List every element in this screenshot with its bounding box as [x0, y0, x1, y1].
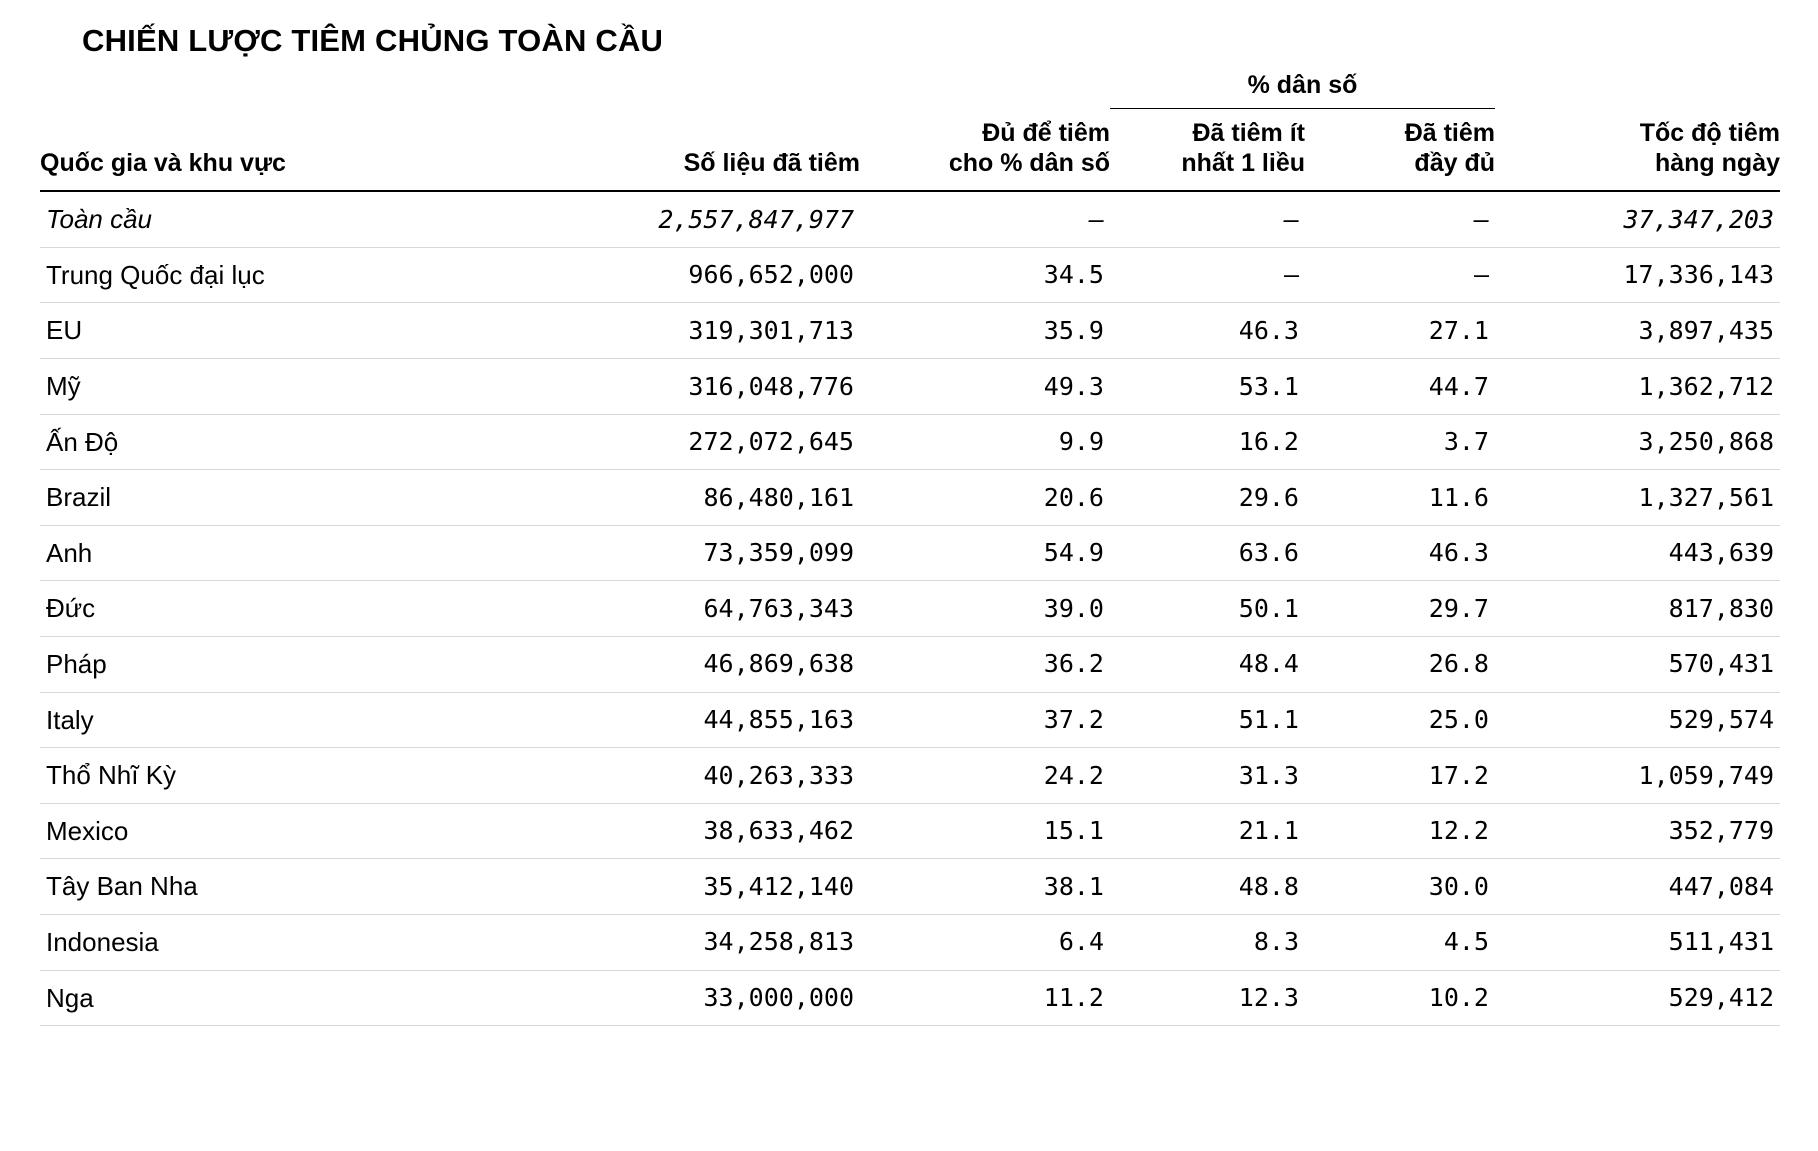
- cell-at-least-one-dose: –: [1110, 247, 1305, 303]
- cell-enough-for-pct: 11.2: [860, 970, 1110, 1026]
- cell-enough-for-pct: 20.6: [860, 470, 1110, 526]
- cell-fully-vaccinated: –: [1305, 191, 1495, 247]
- cell-at-least-one-dose: 29.6: [1110, 470, 1305, 526]
- cell-doses: 35,412,140: [540, 859, 860, 915]
- cell-enough-for-pct: 39.0: [860, 581, 1110, 637]
- cell-doses: 966,652,000: [540, 247, 860, 303]
- table-row: [40, 525, 1780, 581]
- cell-doses: 319,301,713: [540, 303, 860, 359]
- column-header-daily-rate: [1495, 109, 1780, 191]
- cell-fully-vaccinated: 3.7: [1305, 414, 1495, 470]
- cell-at-least-one-dose: 53.1: [1110, 358, 1305, 414]
- cell-at-least-one-dose: 50.1: [1110, 581, 1305, 637]
- cell-enough-for-pct: 24.2: [860, 748, 1110, 804]
- cell-daily-rate: 447,084: [1495, 859, 1780, 915]
- cell-doses: 40,263,333: [540, 748, 860, 804]
- cell-country: Mỹ: [40, 358, 540, 414]
- column-header-fully-vaccinated-line1: Đã tiêm: [1404, 119, 1495, 148]
- cell-country: Ấn Độ: [40, 414, 540, 470]
- cell-enough-for-pct: 6.4: [860, 914, 1110, 970]
- cell-fully-vaccinated: 10.2: [1305, 970, 1495, 1026]
- column-header-daily-rate-line1: Tốc độ tiêm: [1639, 119, 1780, 148]
- cell-daily-rate: 570,431: [1495, 636, 1780, 692]
- cell-at-least-one-dose: 48.8: [1110, 859, 1305, 915]
- cell-daily-rate: 352,779: [1495, 803, 1780, 859]
- cell-doses: 34,258,813: [540, 914, 860, 970]
- cell-doses: 44,855,163: [540, 692, 860, 748]
- cell-country: Nga: [40, 970, 540, 1026]
- table-row: [40, 581, 1780, 637]
- cell-doses: 272,072,645: [540, 414, 860, 470]
- cell-country: Italy: [40, 692, 540, 748]
- cell-at-least-one-dose: 46.3: [1110, 303, 1305, 359]
- cell-country: Thổ Nhĩ Kỳ: [40, 748, 540, 804]
- table-column-header-row: [40, 109, 1780, 191]
- column-header-one-dose-line2: nhất 1 liều: [1181, 148, 1305, 177]
- table-row: [40, 414, 1780, 470]
- cell-daily-rate: 1,362,712: [1495, 358, 1780, 414]
- cell-fully-vaccinated: 4.5: [1305, 914, 1495, 970]
- table-row: [40, 636, 1780, 692]
- cell-fully-vaccinated: –: [1305, 247, 1495, 303]
- cell-daily-rate: 529,412: [1495, 970, 1780, 1026]
- cell-at-least-one-dose: 12.3: [1110, 970, 1305, 1026]
- column-header-daily-rate-line2: hàng ngày: [1654, 148, 1780, 177]
- cell-at-least-one-dose: 21.1: [1110, 803, 1305, 859]
- group-header-population-label: % dân số: [1110, 71, 1495, 109]
- cell-doses: 73,359,099: [540, 525, 860, 581]
- cell-enough-for-pct: –: [860, 191, 1110, 247]
- cell-country: Mexico: [40, 803, 540, 859]
- group-spacer-country: [40, 63, 540, 109]
- cell-doses: 38,633,462: [540, 803, 860, 859]
- cell-country: Indonesia: [40, 914, 540, 970]
- cell-enough-for-pct: 35.9: [860, 303, 1110, 359]
- cell-fully-vaccinated: 25.0: [1305, 692, 1495, 748]
- cell-enough-for-pct: 15.1: [860, 803, 1110, 859]
- group-header-population: [1110, 63, 1495, 109]
- table-row: [40, 470, 1780, 526]
- table-header: [40, 63, 1780, 191]
- cell-enough-for-pct: 38.1: [860, 859, 1110, 915]
- cell-doses: 86,480,161: [540, 470, 860, 526]
- cell-country: Anh: [40, 525, 540, 581]
- page-title: CHIẾN LƯỢC TIÊM CHỦNG TOÀN CẦU: [82, 23, 664, 58]
- table-row: [40, 191, 1780, 247]
- column-header-enough-line1: Đủ để tiêm: [982, 119, 1110, 148]
- cell-country: EU: [40, 303, 540, 359]
- cell-at-least-one-dose: –: [1110, 191, 1305, 247]
- cell-at-least-one-dose: 31.3: [1110, 748, 1305, 804]
- cell-daily-rate: 511,431: [1495, 914, 1780, 970]
- cell-daily-rate: 1,059,749: [1495, 748, 1780, 804]
- table-body: [40, 191, 1780, 1025]
- cell-at-least-one-dose: 63.6: [1110, 525, 1305, 581]
- table-row: [40, 303, 1780, 359]
- table-row: [40, 247, 1780, 303]
- cell-fully-vaccinated: 27.1: [1305, 303, 1495, 359]
- cell-fully-vaccinated: 26.8: [1305, 636, 1495, 692]
- group-spacer-doses: [540, 63, 860, 109]
- cell-doses: 2,557,847,977: [540, 191, 860, 247]
- table-row: [40, 859, 1780, 915]
- cell-at-least-one-dose: 48.4: [1110, 636, 1305, 692]
- cell-enough-for-pct: 37.2: [860, 692, 1110, 748]
- table-row: [40, 748, 1780, 804]
- cell-enough-for-pct: 49.3: [860, 358, 1110, 414]
- cell-at-least-one-dose: 16.2: [1110, 414, 1305, 470]
- column-header-enough: [860, 109, 1110, 191]
- cell-daily-rate: 3,250,868: [1495, 414, 1780, 470]
- cell-daily-rate: 443,639: [1495, 525, 1780, 581]
- cell-daily-rate: 17,336,143: [1495, 247, 1780, 303]
- group-spacer-rate: [1495, 63, 1780, 109]
- column-header-country: Quốc gia và khu vực: [40, 109, 540, 191]
- cell-enough-for-pct: 54.9: [860, 525, 1110, 581]
- cell-fully-vaccinated: 11.6: [1305, 470, 1495, 526]
- group-spacer-enough: [860, 63, 1110, 109]
- cell-country: Pháp: [40, 636, 540, 692]
- cell-doses: 33,000,000: [540, 970, 860, 1026]
- column-header-doses: Số liệu đã tiêm: [540, 109, 860, 191]
- table-group-header-row: [40, 63, 1780, 109]
- cell-fully-vaccinated: 46.3: [1305, 525, 1495, 581]
- cell-doses: 46,869,638: [540, 636, 860, 692]
- cell-country: Đức: [40, 581, 540, 637]
- cell-at-least-one-dose: 8.3: [1110, 914, 1305, 970]
- cell-fully-vaccinated: 17.2: [1305, 748, 1495, 804]
- cell-fully-vaccinated: 44.7: [1305, 358, 1495, 414]
- table-row: [40, 358, 1780, 414]
- cell-daily-rate: 3,897,435: [1495, 303, 1780, 359]
- column-header-enough-line2: cho % dân số: [948, 148, 1110, 177]
- cell-fully-vaccinated: 30.0: [1305, 859, 1495, 915]
- cell-daily-rate: 529,574: [1495, 692, 1780, 748]
- cell-fully-vaccinated: 12.2: [1305, 803, 1495, 859]
- cell-country: Toàn cầu: [40, 191, 540, 247]
- table-row: [40, 803, 1780, 859]
- cell-enough-for-pct: 36.2: [860, 636, 1110, 692]
- cell-doses: 64,763,343: [540, 581, 860, 637]
- cell-daily-rate: 37,347,203: [1495, 191, 1780, 247]
- cell-at-least-one-dose: 51.1: [1110, 692, 1305, 748]
- cell-enough-for-pct: 34.5: [860, 247, 1110, 303]
- cell-country: Tây Ban Nha: [40, 859, 540, 915]
- table-row: [40, 970, 1780, 1026]
- cell-enough-for-pct: 9.9: [860, 414, 1110, 470]
- cell-daily-rate: 1,327,561: [1495, 470, 1780, 526]
- cell-daily-rate: 817,830: [1495, 581, 1780, 637]
- table-row: [40, 692, 1780, 748]
- column-header-one-dose-line1: Đã tiêm ít: [1192, 119, 1305, 148]
- column-header-fully-vaccinated: [1305, 109, 1495, 191]
- cell-doses: 316,048,776: [540, 358, 860, 414]
- cell-country: Brazil: [40, 470, 540, 526]
- column-header-fully-vaccinated-line2: đầy đủ: [1414, 148, 1495, 177]
- vaccination-table: [40, 63, 1780, 1026]
- column-header-one-dose: [1110, 109, 1305, 191]
- cell-country: Trung Quốc đại lục: [40, 247, 540, 303]
- table-row: [40, 914, 1780, 970]
- cell-fully-vaccinated: 29.7: [1305, 581, 1495, 637]
